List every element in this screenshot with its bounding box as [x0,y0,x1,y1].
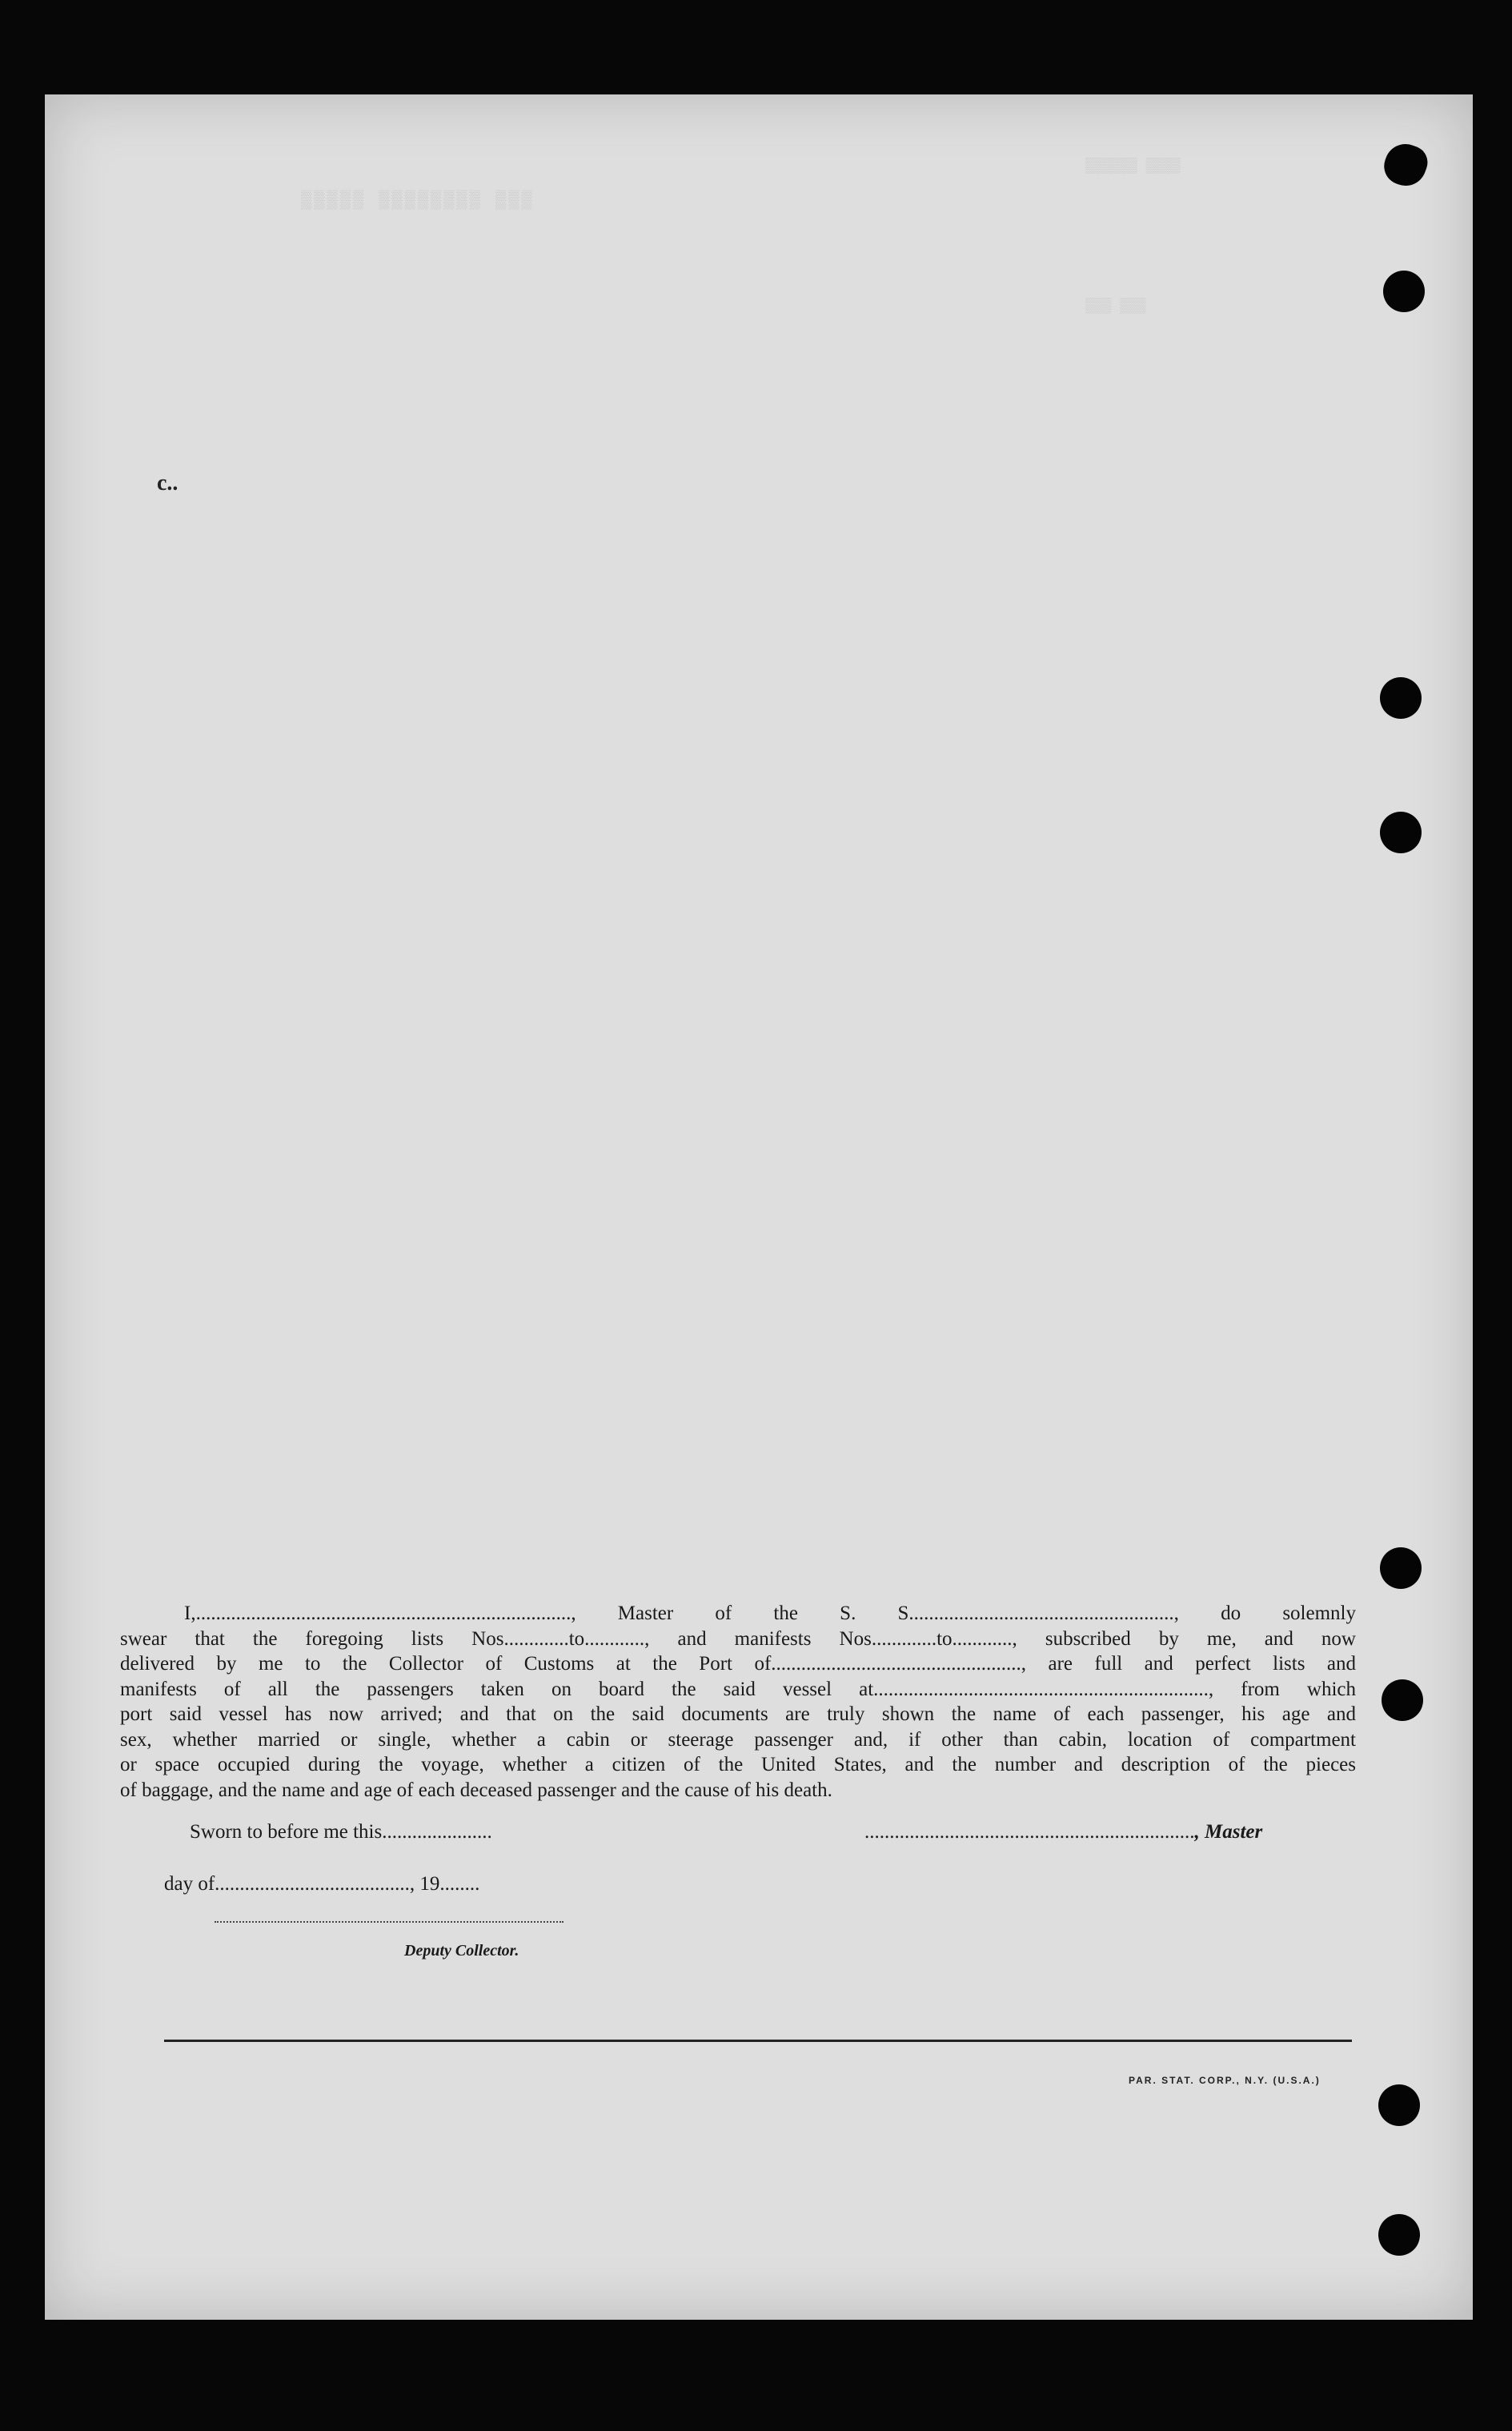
deputy-collector-label: Deputy Collector. [404,1942,519,1960]
punch-hole [1383,271,1425,312]
punch-hole [1382,1679,1423,1721]
master-signature-line [864,1821,1262,1843]
oath-line: swear that the foregoing lists Nos.............to............, and manifests Nos.............to............, subscribed by me, and now [120,1627,1356,1650]
oath-line: or space occupied during the voyage, whether a citizen of the United States, and the number and description of the pieces [120,1754,1356,1775]
ink-mark: c.. [157,471,178,495]
printer-imprint: PAR. STAT. CORP., N.Y. (U.S.A.) [1129,2075,1321,2086]
master-dots: .................................................................. [864,1821,1195,1843]
document-page [45,94,1473,2320]
deputy-signature-line [215,1921,563,1923]
punch-hole [1378,2084,1420,2126]
punch-hole [1378,2214,1420,2256]
oath-line: manifests of all the passengers taken on board the said vessel at..................................................................., from which [120,1678,1356,1700]
sworn-before-line: Sworn to before me this...................... [190,1821,492,1843]
punch-hole [1380,812,1422,853]
oath-line: sex, whether married or single, whether a cabin or steerage passenger and, if other than cabin, location of compartment [120,1728,1356,1751]
bleed-through-text: ▒▒▒ ▒▒▒ [1085,299,1146,315]
master-label: , Master [1194,1821,1263,1843]
bleed-through-text: ▒▒▒▒▒▒ ▒▒▒▒ [1085,158,1181,175]
punch-hole [1380,677,1422,719]
footer-rule [164,2040,1352,2042]
bleed-through-text: ▒▒▒▒▒ ▒▒▒▒▒▒▒▒ ▒▒▒ [301,191,535,211]
punch-hole [1380,1547,1422,1589]
oath-line: of baggage, and the name and age of each deceased passenger and the cause of his death. [120,1779,832,1801]
oath-line: delivered by me to the Collector of Customs at the Port of.................................................., are full and perfect lists and [120,1653,1356,1675]
oath-paragraph [120,1601,1356,1803]
day-of-line: day of......................................., 19........ [164,1873,480,1895]
oath-line: port said vessel has now arrived; and that on the said documents are truly shown the name of each passenger, his age and [120,1703,1356,1725]
oath-line: I,..........................................................................., Master of the S. S....................................................., do solemnly [184,1603,1356,1624]
